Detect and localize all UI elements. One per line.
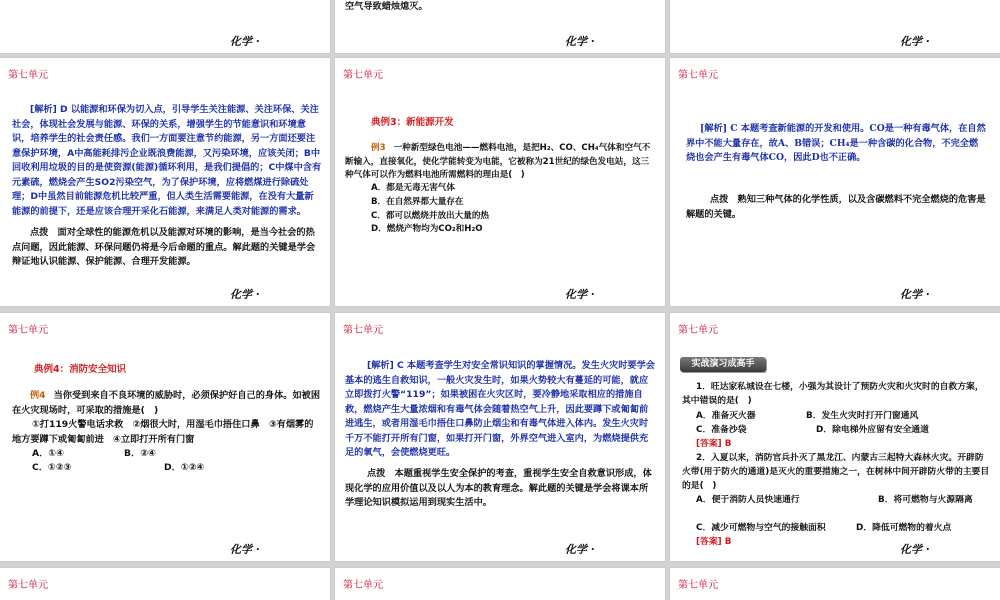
options-list bbox=[371, 182, 489, 237]
unit-label: 第七单元 bbox=[678, 580, 718, 591]
option-b: B．②④ bbox=[124, 448, 156, 459]
slide-example4 bbox=[0, 313, 330, 561]
unit-label: 第七单元 bbox=[678, 70, 718, 81]
option-a: A．都是无毒无害气体 bbox=[371, 183, 455, 193]
slide-top-left bbox=[0, 0, 330, 53]
unit-label: 第七单元 bbox=[8, 580, 48, 591]
analysis-text bbox=[12, 103, 322, 219]
tip-text: 点拨 面对全球性的能源危机以及能源对环境的影响，是当今社会的热点问题，因此能源、环保问题仍将是今后命题的重点。解此题的关键是学会辩证地认识能源、保护能源、合理开发能源。 bbox=[12, 227, 316, 267]
q2-answer: [答案] B bbox=[696, 537, 732, 547]
slide-footer: 化学 · bbox=[900, 288, 930, 301]
practice-q1: 1．旺达家私城设在七楼，小强为其设计了预防火灾和火灾时的自救方案，其中错误的是( ) bbox=[682, 382, 984, 406]
slide-analysis-example3 bbox=[670, 58, 1000, 306]
q1-options-row-1 bbox=[696, 409, 918, 424]
unit-label: 第七单元 bbox=[343, 325, 383, 336]
q2-options-row-1 bbox=[696, 493, 992, 508]
analysis-tag: [解析] C bbox=[700, 123, 738, 134]
slide-practice bbox=[670, 313, 1000, 561]
slide-example3 bbox=[335, 58, 665, 306]
q2-options-row-2 bbox=[696, 521, 992, 536]
q2-option-c: C．减少可燃物与空气的接触面积 bbox=[696, 523, 826, 533]
q2-option-d: D．降低可燃物的着火点 bbox=[856, 523, 952, 533]
analysis-body: 本题考查新能源的开发和使用。CO是一种有毒气体，在自然界中不能大量存在，故A、B错误；CH₄是一种含碳的化合物，不完全燃烧也会产生有毒气体CO，因此D也不正确。 bbox=[686, 123, 986, 163]
option-c: C．①②③ bbox=[32, 462, 72, 473]
unit-label: 第七单元 bbox=[343, 70, 383, 81]
slide-top-middle bbox=[335, 0, 665, 53]
slide-bottom-left bbox=[0, 568, 330, 600]
q2-option-b: B．将可燃物与火源隔离 bbox=[878, 495, 973, 505]
option-c: C．都可以燃烧并放出大量的热 bbox=[371, 210, 490, 221]
slide-bottom-middle bbox=[335, 568, 665, 600]
q2-option-a: A．便于消防人员快速通行 bbox=[696, 495, 800, 505]
analysis-body: 以能源和环保为切入点，引导学生关注能源、关注环保、关注社会，体现社会发展与能源、环保的关系，增强学生的节能意识和环境意识，培养学生的社会责任感。我们一方面要注意节约能源，另一方面还要注意保护环境，A中高能耗排污企业既浪费能源，又污染环境，应该关闭；B中回收利用垃圾的目的是使资源(能源)循环利用，是我们提倡的；C中煤中含有元素硫，燃烧会产生SO2污染空气，为了保护环境，应将燃煤进行除硫处理；D中虽然目前能源危机比较严重，但人类生活需要能源，在没有大量新能源的前提下，还是应该合理开采化石能源，来满足人类对能源的需求。 bbox=[12, 104, 322, 217]
example-heading: 典例3：新能源开发 bbox=[371, 117, 454, 128]
slide-text: 空气导致蜡烛熄灭。 bbox=[345, 1, 428, 12]
question-text bbox=[345, 142, 657, 183]
unit-label: 第七单元 bbox=[678, 325, 718, 336]
example-tag: 例4 bbox=[30, 390, 46, 401]
example-tag: 例3 bbox=[371, 143, 386, 153]
slide-footer: 化学 · bbox=[900, 543, 930, 556]
option-d: D．①②④ bbox=[164, 462, 205, 473]
slide-footer: 化学 · bbox=[230, 543, 260, 556]
analysis-text bbox=[345, 359, 657, 461]
slide-bottom-right bbox=[670, 568, 1000, 600]
slide-top-right bbox=[670, 0, 1000, 53]
slide-footer: 化学 · bbox=[230, 288, 260, 301]
tip-text: 点拨 熟知三种气体的化学性质，以及含碳燃料不完全燃烧的危害是解题的关键。 bbox=[686, 194, 986, 220]
unit-label: 第七单元 bbox=[8, 325, 48, 336]
q1-option-d: D．除电梯外应留有安全通道 bbox=[816, 425, 929, 435]
q1-option-a: A．准备灭火器 bbox=[696, 411, 756, 421]
slide-footer: 化学 · bbox=[230, 35, 260, 48]
q1-option-c: C．准备沙袋 bbox=[696, 425, 747, 435]
analysis-tag: [解析] D bbox=[30, 104, 68, 115]
analysis-text bbox=[686, 122, 986, 166]
options-row-2 bbox=[32, 461, 322, 476]
option-b: B．在自然界都大量存在 bbox=[371, 196, 464, 207]
practice-q2: 2．入夏以来，消防官兵扑灭了黑龙江、内蒙古三起特大森林火灾。开辟防火带(用于防火的通道)是灭火的重要措施之一，在树林中间开辟防火带的主要目的是( ) bbox=[682, 453, 990, 491]
tip-text: 点拨 本题重视学生安全保护的考查，重视学生安全自救意识形成，体现化学的应用价值以及以人为本的教育理念。解此题的关键是学会将课本所学理论知识模拟运用到现实生活中。 bbox=[345, 468, 652, 508]
analysis-body: 本题考查学生对安全常识知识的掌握情况。发生火灾时要学会基本的逃生自救知识，一般火灾发生时，如果火势较大有蔓延的可能，就应立即拨打火警“119”；如果被困在火灾区时，要冷静地采取相应的措施自救，燃烧产生大量浓烟和有毒气体会随着热空气上升，因此要蹲下或匍匐前进逃生，或者用湿毛巾捂住口鼻防止烟尘和有毒气体进入体内。发生火灾时千万不能打开所有门窗，如果打开门窗，外界空气进入室内，为燃烧提供充足的氧气，会使燃烧更旺。 bbox=[345, 360, 655, 458]
example-heading: 典例4：消防安全知识 bbox=[34, 364, 127, 375]
slide-footer: 化学 · bbox=[565, 543, 595, 556]
question-body: 一种新型绿色电池——燃料电池，是把H₂、CO、CH₄气体和空气不断输入，直接氧化，使化学能转变为电能，它被称为21世纪的绿色发电站，这三种气体可以作为燃料电池所需燃料的理由是( ) bbox=[345, 143, 651, 180]
slide-footer: 化学 · bbox=[900, 35, 930, 48]
slide-footer: 化学 · bbox=[565, 288, 595, 301]
question-text bbox=[12, 389, 322, 418]
items-text: ①打119火警电话求救 ②烟很大时，用湿毛巾捂住口鼻 ③有烟雾的地方要蹲下或匍匐前进 ④立即打开所有门窗 bbox=[12, 419, 314, 445]
option-a: A．①④ bbox=[32, 448, 64, 459]
slide-analysis-example4 bbox=[335, 313, 665, 561]
q1-option-b: B．发生火灾时打开门窗通风 bbox=[806, 411, 919, 421]
analysis-tag: [解析] C bbox=[367, 360, 404, 371]
slide-analysis-example2 bbox=[0, 58, 330, 306]
practice-badge: 实战演习成高手 bbox=[680, 357, 766, 372]
slide-footer: 化学 · bbox=[565, 35, 595, 48]
question-body: 当你受到来自不良环境的威胁时，必须保护好自己的身体。如被困在火灾现场时，可采取的措施是( ) bbox=[12, 390, 321, 416]
unit-label: 第七单元 bbox=[343, 580, 383, 591]
unit-label: 第七单元 bbox=[8, 70, 48, 81]
option-d: D．燃烧产物均为CO₂和H₂O bbox=[371, 224, 483, 235]
q1-answer: [答案] B bbox=[696, 439, 732, 449]
options-row-1 bbox=[32, 447, 322, 462]
q1-options-row-2 bbox=[696, 423, 929, 438]
